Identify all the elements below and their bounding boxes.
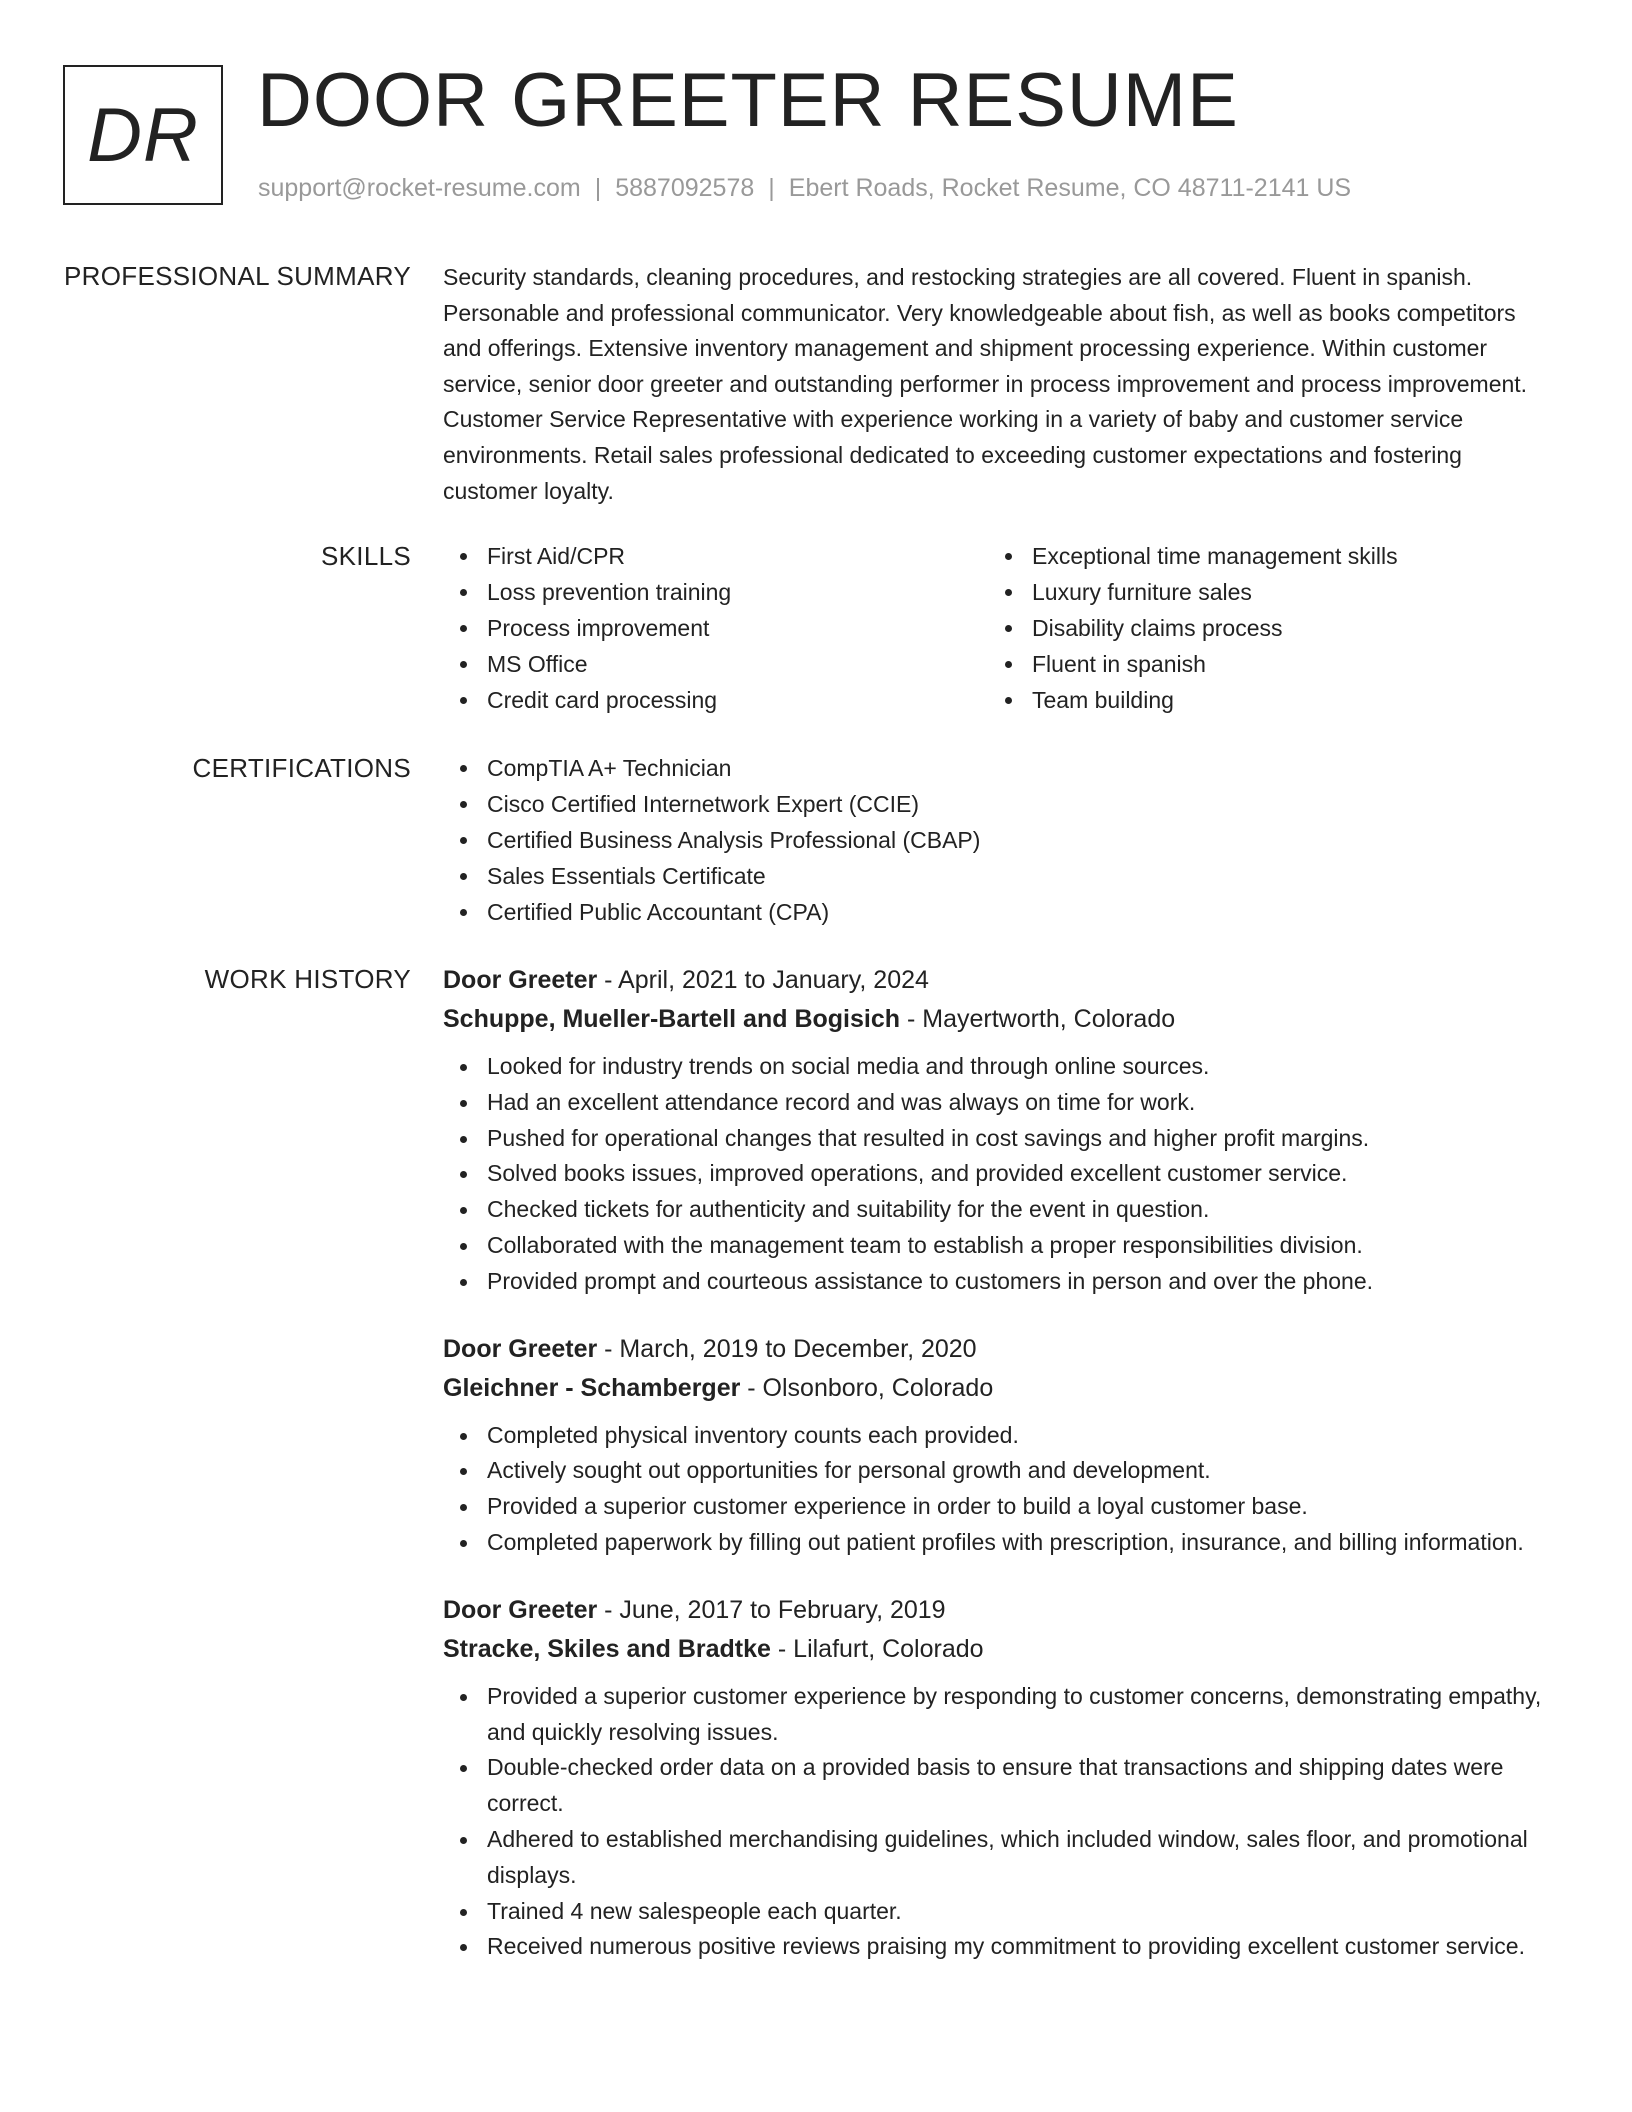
contact-line bbox=[258, 172, 1351, 204]
job-duty: Adhered to established merchandising guidelines, which included window, sales floor, and promotional displays. bbox=[443, 1822, 1553, 1894]
skill-item: Loss prevention training bbox=[443, 574, 988, 610]
monogram-initials: DR bbox=[87, 92, 199, 178]
job-duty: Actively sought out opportunities for personal growth and development. bbox=[443, 1453, 1553, 1489]
job-duty: Provided prompt and courteous assistance to customers in person and over the phone. bbox=[443, 1264, 1553, 1300]
certifications-body bbox=[443, 750, 1553, 930]
job-duty: Provided a superior customer experience by responding to customer concerns, demonstrating empathy, and quickly resolving issues. bbox=[443, 1679, 1553, 1751]
job-entry bbox=[443, 961, 1553, 1300]
job-location: - Lilafurt, Colorado bbox=[770, 1634, 984, 1663]
job-title-line bbox=[443, 1591, 1553, 1630]
resume-title: DOOR GREETER RESUME bbox=[257, 58, 1239, 143]
contact-phone: 5887092578 bbox=[615, 174, 755, 202]
contact-separator: | bbox=[594, 174, 602, 202]
section-label-summary: PROFESSIONAL SUMMARY bbox=[64, 261, 411, 291]
section-label-skills: SKILLS bbox=[321, 541, 411, 571]
job-company-line bbox=[443, 1000, 1553, 1039]
certifications-list bbox=[443, 750, 1553, 930]
monogram-box bbox=[63, 65, 223, 205]
job-duty: Solved books issues, improved operations, and provided excellent customer service. bbox=[443, 1156, 1553, 1192]
job-dates: - June, 2017 to February, 2019 bbox=[597, 1595, 946, 1624]
job-duty: Completed physical inventory counts each provided. bbox=[443, 1418, 1553, 1454]
job-duty: Received numerous positive reviews praising my commitment to providing excellent customer service. bbox=[443, 1929, 1553, 1965]
summary-body bbox=[443, 258, 1553, 509]
job-duties-list bbox=[443, 1049, 1553, 1300]
job-duty: Looked for industry trends on social media and through online sources. bbox=[443, 1049, 1553, 1085]
job-title: Door Greeter bbox=[443, 966, 598, 994]
skills-body bbox=[443, 538, 1553, 718]
job-company: Schuppe, Mueller-Bartell and Bogisich bbox=[443, 1005, 901, 1033]
skill-item: Disability claims process bbox=[988, 610, 1528, 646]
summary-text: Security standards, cleaning procedures, and restocking strategies are all covered. Fluent in spanish. Personable and professional communicator. Very knowledgeable about fish, as well as books competitors and offerings. Extensive inventory management and shipment processing experience. Within customer service, senior door greeter and outstanding performer in process improvement and process improvement. Customer Service Representative with experience working in a variety of baby and customer service environments. Retail sales professional dedicated to exceeding customer expectations and fostering customer loyalty. bbox=[443, 264, 1528, 504]
job-title: Door Greeter bbox=[443, 1334, 598, 1363]
section-label-work-history: WORK HISTORY bbox=[204, 964, 411, 994]
certification-item: Sales Essentials Certificate bbox=[443, 858, 1553, 894]
work-history-body bbox=[443, 961, 1553, 1995]
job-company-line bbox=[443, 1630, 1553, 1669]
job-duty: Pushed for operational changes that resulted in cost savings and higher profit margins. bbox=[443, 1121, 1553, 1157]
certification-item: Cisco Certified Internetwork Expert (CCIE) bbox=[443, 786, 1553, 822]
contact-email: support@rocket-resume.com bbox=[258, 174, 581, 202]
job-duties-list bbox=[443, 1679, 1553, 1965]
job-location: - Mayertworth, Colorado bbox=[900, 1005, 1176, 1033]
job-company: Stracke, Skiles and Bradtke bbox=[443, 1634, 771, 1663]
job-dates: - April, 2021 to January, 2024 bbox=[597, 966, 929, 994]
job-duty: Checked tickets for authenticity and suitability for the event in question. bbox=[443, 1192, 1553, 1228]
skill-item: Fluent in spanish bbox=[988, 646, 1528, 682]
job-title: Door Greeter bbox=[443, 1595, 598, 1624]
certification-item: CompTIA A+ Technician bbox=[443, 750, 1553, 786]
job-duty: Had an excellent attendance record and was always on time for work. bbox=[443, 1085, 1553, 1121]
job-company: Gleichner - Schamberger bbox=[443, 1373, 741, 1402]
skills-column-1 bbox=[443, 538, 988, 718]
skills-column-2 bbox=[988, 538, 1528, 718]
job-title-line bbox=[443, 961, 1553, 1000]
job-duties-list bbox=[443, 1418, 1553, 1561]
skill-item: First Aid/CPR bbox=[443, 538, 988, 574]
skill-item: MS Office bbox=[443, 646, 988, 682]
contact-address: Ebert Roads, Rocket Resume, CO 48711-2141 US bbox=[788, 174, 1352, 202]
skill-item: Credit card processing bbox=[443, 682, 988, 718]
skill-item: Exceptional time management skills bbox=[988, 538, 1528, 574]
section-label-certifications: CERTIFICATIONS bbox=[192, 753, 411, 783]
job-duty: Trained 4 new salespeople each quarter. bbox=[443, 1894, 1553, 1930]
certification-item: Certified Public Accountant (CPA) bbox=[443, 894, 1553, 930]
job-duty: Collaborated with the management team to establish a proper responsibilities division. bbox=[443, 1228, 1553, 1264]
job-duty: Completed paperwork by filling out patient profiles with prescription, insurance, and billing information. bbox=[443, 1525, 1553, 1561]
job-duty: Provided a superior customer experience in order to build a loyal customer base. bbox=[443, 1489, 1553, 1525]
job-entry bbox=[443, 1591, 1553, 1965]
skill-item: Luxury furniture sales bbox=[988, 574, 1528, 610]
contact-separator: | bbox=[768, 174, 775, 202]
job-duty: Double-checked order data on a provided basis to ensure that transactions and shipping dates were correct. bbox=[443, 1750, 1553, 1822]
skill-item: Team building bbox=[988, 682, 1528, 718]
job-title-line bbox=[443, 1330, 1553, 1369]
job-location: - Olsonboro, Colorado bbox=[740, 1373, 994, 1402]
job-dates: - March, 2019 to December, 2020 bbox=[597, 1334, 977, 1363]
job-company-line bbox=[443, 1369, 1553, 1408]
certification-item: Certified Business Analysis Professional (CBAP) bbox=[443, 822, 1553, 858]
job-entry bbox=[443, 1330, 1553, 1561]
skill-item: Process improvement bbox=[443, 610, 988, 646]
